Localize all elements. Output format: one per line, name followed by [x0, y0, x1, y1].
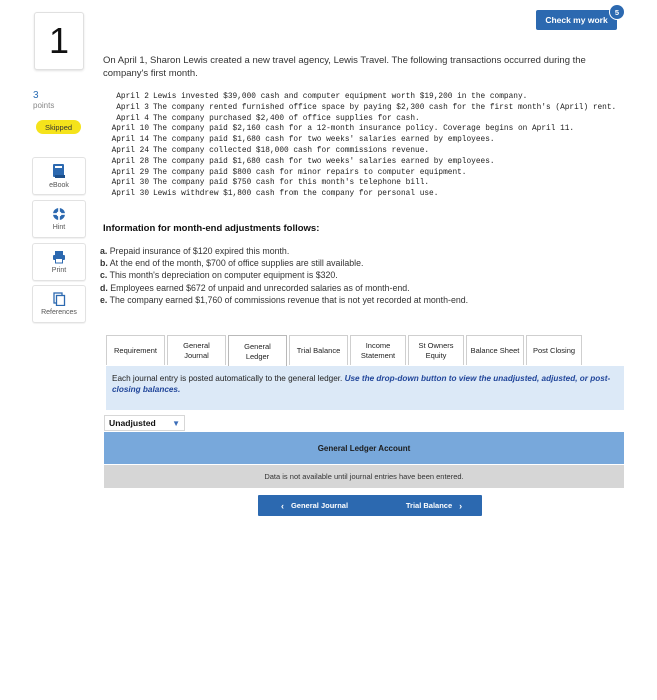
ledger-header: General Ledger Account	[104, 432, 624, 464]
transaction-description: The company paid $2,160 cash for a 12-month insurance policy. Coverage begins on April 11.	[153, 125, 575, 134]
transaction-date: April 30	[111, 179, 149, 188]
next-trial-balance-button[interactable]	[376, 495, 482, 516]
transaction-row	[103, 114, 633, 125]
transaction-date: April 24	[111, 146, 149, 155]
print-button[interactable]	[32, 243, 86, 281]
print-label: Print	[51, 267, 67, 274]
printer-icon	[52, 250, 66, 264]
prev-button-label: General Journal	[290, 501, 349, 510]
tab-post-closing[interactable]: Post Closing	[526, 335, 582, 365]
balance-type-value: Unadjusted	[109, 418, 156, 428]
instruction-text: Each journal entry is posted automatically to the general ledger.	[112, 374, 343, 383]
transaction-description: The company purchased $2,400 of office supplies for cash.	[153, 114, 420, 123]
ebook-label: eBook	[49, 182, 69, 189]
transaction-row	[103, 168, 633, 179]
tab-general-ledger[interactable]: General Ledger	[228, 335, 287, 367]
prev-general-journal-button[interactable]	[258, 495, 381, 516]
adjustment-item	[100, 245, 640, 257]
hint-button[interactable]	[32, 200, 86, 238]
transaction-date: April 10	[111, 125, 149, 134]
adjustment-item	[100, 269, 640, 281]
adjustment-text: At the end of the month, $700 of office supplies are still available.	[109, 258, 364, 269]
transaction-description: Lewis invested $39,000 cash and computer equipment worth $19,200 in the company.	[153, 93, 528, 101]
transaction-date: April 29	[111, 168, 149, 177]
adjustment-letter: d.	[100, 282, 108, 293]
transaction-date: April 30	[111, 190, 149, 199]
tab-balance-sheet[interactable]: Balance Sheet	[466, 335, 524, 365]
adjustment-letter: e.	[100, 294, 108, 305]
ledger-empty-note: Data is not available until journal entries have been entered.	[104, 465, 624, 488]
adjustment-text: This month's depreciation on computer equipment is $320.	[109, 270, 338, 281]
instruction-box	[106, 366, 624, 410]
transaction-description: Lewis withdrew $1,800 cash from the company for personal use.	[153, 190, 439, 199]
question-number: 1	[34, 12, 84, 70]
adjustment-text: Employees earned $672 of unpaid and unrecorded salaries as of month-end.	[110, 282, 410, 293]
lifebuoy-icon	[52, 207, 66, 221]
transaction-date: April 2	[116, 93, 149, 101]
tab-general-journal[interactable]: General Journal	[167, 335, 226, 365]
tab-trial-balance[interactable]: Trial Balance	[289, 335, 348, 365]
answer-tabs	[106, 335, 584, 367]
adjustment-text: The company earned $1,760 of commissions revenue that is not yet recorded at month-end.	[109, 294, 469, 305]
references-button[interactable]	[32, 285, 86, 323]
transaction-row	[103, 92, 633, 103]
transaction-date: April 3	[116, 103, 149, 112]
instruction-emphasis: Use the drop-down button to view the unadjusted, adjusted, or post-closing balances.	[112, 374, 611, 394]
points-label: points	[33, 101, 55, 110]
transaction-description: The company rented furnished office space by paying $2,300 cash for the first month's (April) rent.	[153, 103, 617, 112]
transaction-row	[103, 146, 633, 157]
transactions-list	[103, 92, 633, 200]
problem-intro: On April 1, Sharon Lewis created a new travel agency, Lewis Travel. The following transactions occurred during the company's first month.	[103, 55, 586, 79]
chevron-right-icon: ›	[459, 500, 463, 511]
status-badge: Skipped	[36, 120, 81, 134]
transaction-description: The company paid $1,680 cash for two weeks' salaries earned by employees.	[153, 136, 495, 145]
transaction-description: The company paid $750 cash for this month's telephone bill.	[153, 179, 430, 188]
transaction-description: The company collected $18,000 cash for commissions revenue.	[153, 146, 430, 155]
transaction-description: The company paid $800 cash for minor repairs to computer equipment.	[153, 168, 467, 177]
transaction-row	[103, 124, 633, 135]
adjustment-item	[100, 294, 640, 306]
next-button-label: Trial Balance	[405, 501, 453, 510]
transaction-date: April 4	[116, 114, 149, 123]
copy-icon	[52, 292, 66, 306]
transaction-row	[103, 103, 633, 114]
check-count-badge: 5	[609, 4, 625, 20]
adjustments-list	[100, 245, 640, 306]
adjustments-heading: Information for month-end adjustments follows:	[103, 223, 320, 234]
balance-type-select[interactable]	[104, 415, 185, 431]
transaction-date: April 14	[111, 136, 149, 145]
tab-income-statement[interactable]: Income Statement	[350, 335, 406, 365]
transaction-description: The company paid $1,680 cash for two weeks' salaries earned by employees.	[153, 157, 495, 166]
transaction-row	[103, 157, 633, 168]
tab-st-owners-equity[interactable]: St Owners Equity	[408, 335, 464, 365]
hint-label: Hint	[52, 224, 66, 231]
adjustment-letter: a.	[100, 246, 108, 256]
adjustment-item	[100, 282, 640, 294]
tab-requirement[interactable]: Requirement	[106, 335, 165, 365]
book-icon	[52, 163, 66, 179]
adjustment-letter: b.	[100, 258, 108, 269]
transaction-row	[103, 135, 633, 146]
ebook-button[interactable]	[32, 157, 86, 195]
check-my-work-button[interactable]: Check my work	[536, 10, 617, 30]
transaction-date: April 28	[111, 157, 149, 166]
adjustment-item	[100, 257, 640, 269]
points-value: 3	[33, 90, 39, 101]
adjustment-letter: c.	[100, 270, 108, 281]
adjustment-text: Prepaid insurance of $120 expired this month.	[109, 246, 290, 256]
transaction-row	[103, 189, 633, 200]
transaction-row	[103, 178, 633, 189]
chevron-left-icon: ‹	[280, 500, 284, 511]
caret-down-icon: ▼	[172, 418, 180, 428]
references-label: References	[41, 309, 77, 316]
